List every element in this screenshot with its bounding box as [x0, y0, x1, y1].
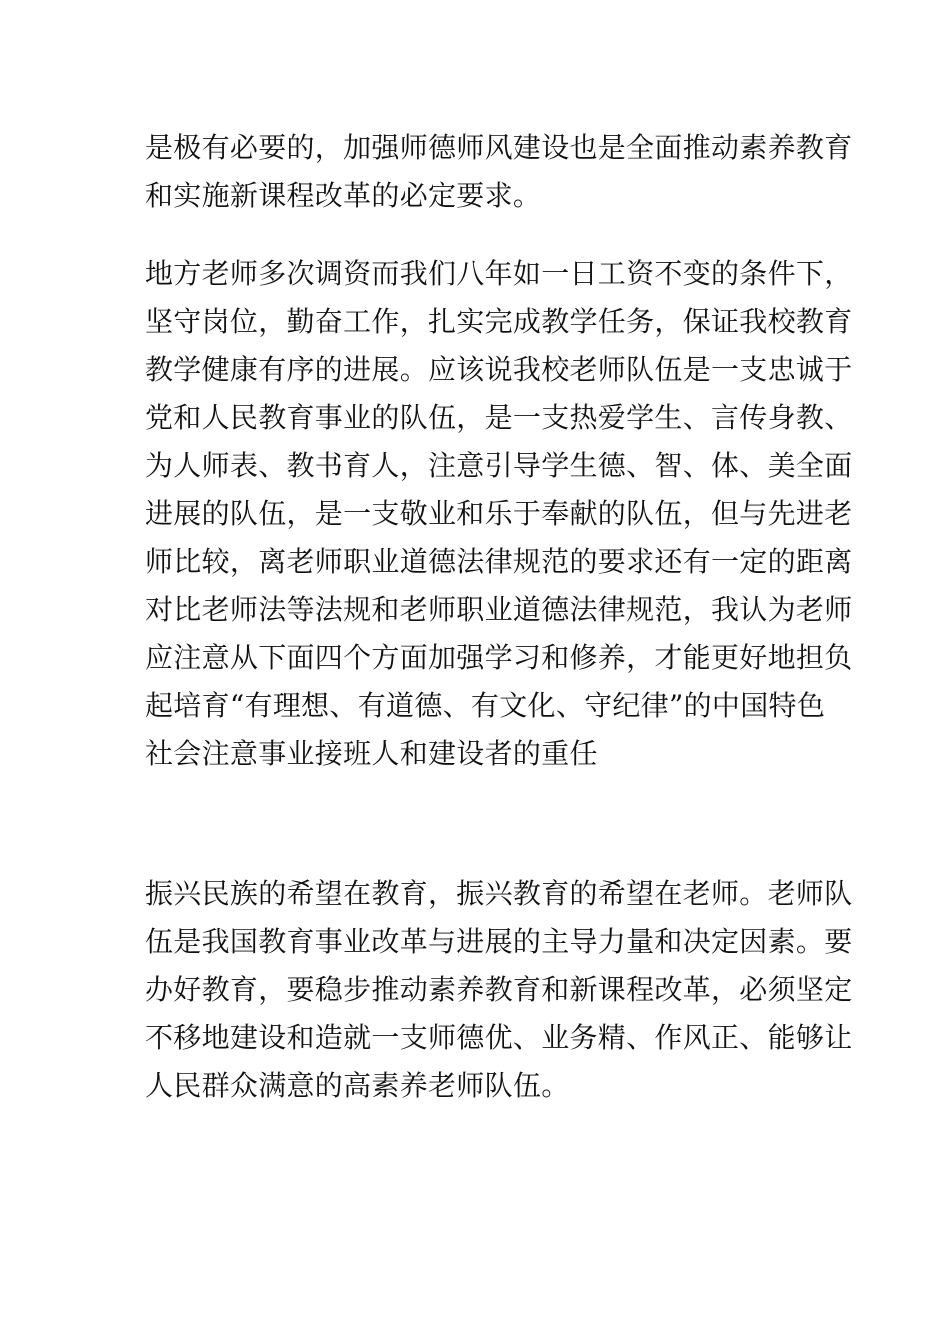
text-line: 教学健康有序的进展。应该说我校老师队伍是一支忠诚于	[145, 353, 853, 386]
text-line: 办好教育，要稳步推动素养教育和新课程改革，必须坚定	[145, 973, 853, 1006]
text-line: 社会注意事业接班人和建设者的重任	[145, 737, 598, 770]
text-line: 振兴民族的希望在教育，振兴教育的希望在老师。老师队	[145, 877, 853, 910]
text-line: 起培育“有理想、有道德、有文化、守纪律”的中国特色	[145, 689, 826, 722]
text-line: 是极有必要的，加强师德师风建设也是全面推动素养教育	[145, 131, 853, 164]
text-line: 为人师表、教书育人，注意引导学生德、智、体、美全面	[145, 449, 853, 482]
paragraph-1	[145, 124, 853, 220]
text-line: 进展的队伍，是一支敬业和乐于奉献的队伍，但与先进老	[145, 497, 853, 530]
text-line: 伍是我国教育事业改革与进展的主导力量和决定因素。要	[145, 925, 853, 958]
text-line: 对比老师法等法规和老师职业道德法律规范，我认为老师	[145, 593, 853, 626]
paragraph-2	[145, 250, 853, 778]
paragraph-3	[145, 870, 853, 1110]
text-line: 不移地建设和造就一支师德优、业务精、作风正、能够让	[145, 1021, 853, 1054]
text-line: 和实施新课程改革的必定要求。	[145, 179, 542, 212]
text-line: 师比较，离老师职业道德法律规范的要求还有一定的距离	[145, 545, 853, 578]
text-line: 地方老师多次调资而我们八年如一日工资不变的条件下，	[145, 257, 853, 290]
text-line: 党和人民教育事业的队伍，是一支热爱学生、言传身教、	[145, 401, 853, 434]
text-line: 应注意从下面四个方面加强学习和修养，才能更好地担负	[145, 641, 853, 674]
text-line: 人民群众满意的高素养老师队伍。	[145, 1069, 570, 1102]
text-line: 坚守岗位，勤奋工作，扎实完成教学任务，保证我校教育	[145, 305, 853, 338]
